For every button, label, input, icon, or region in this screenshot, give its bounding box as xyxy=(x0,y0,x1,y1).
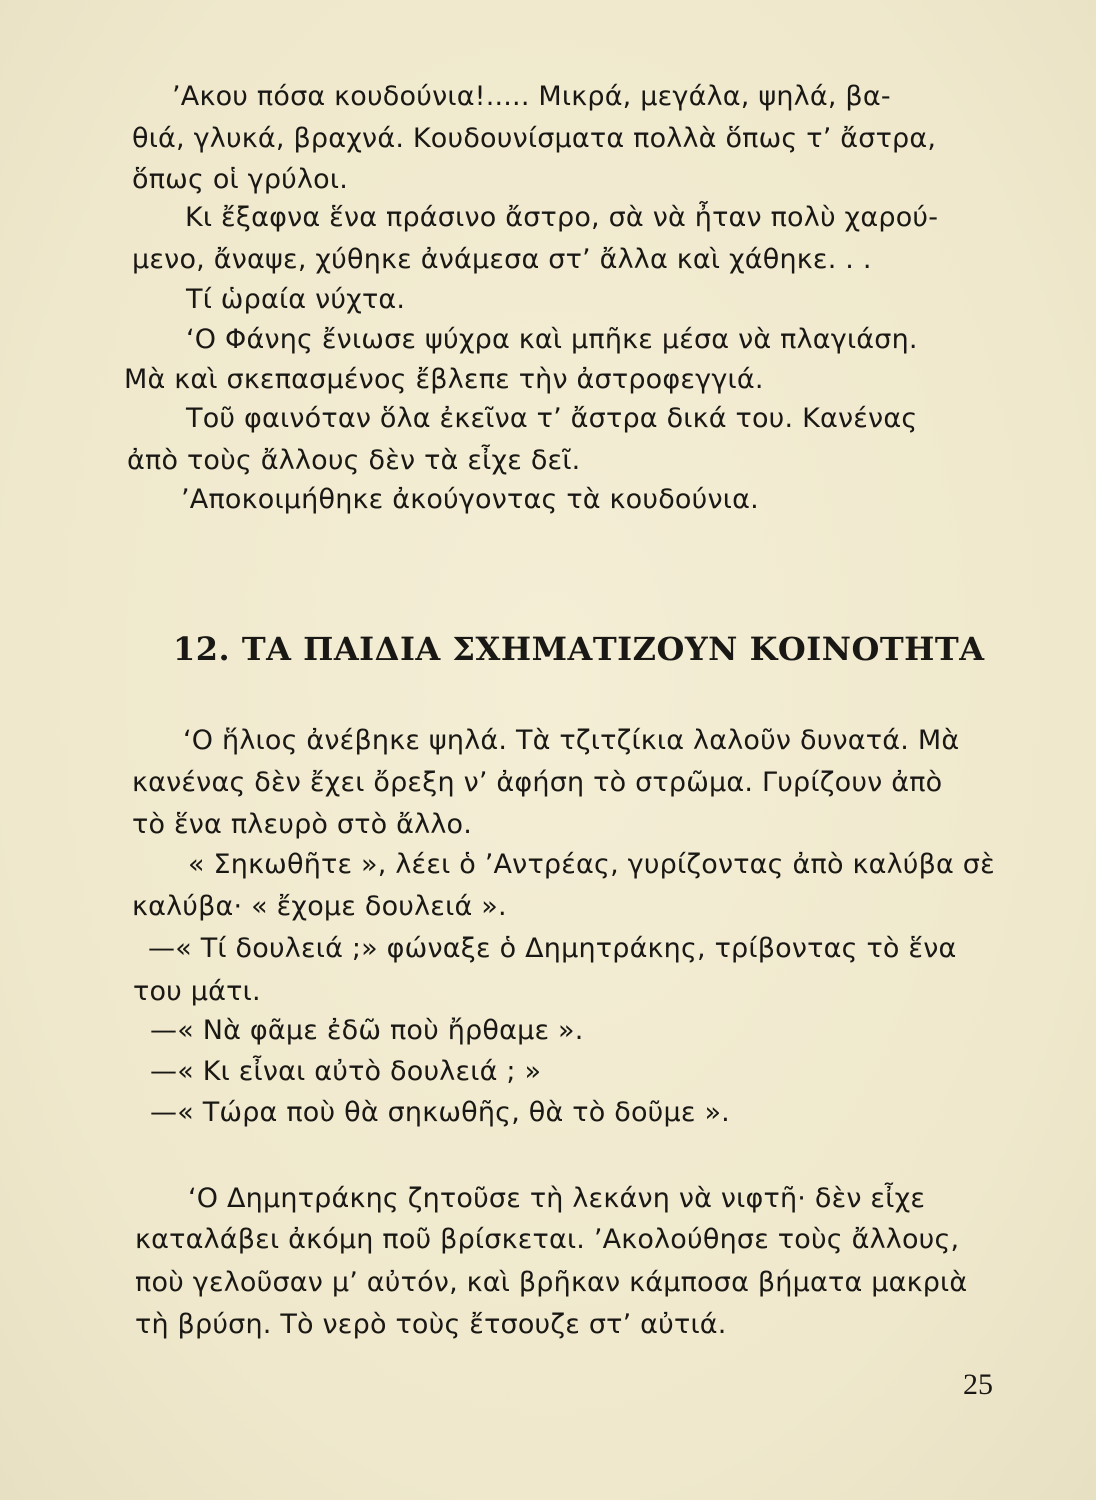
paragraph-line: ʻΟ Δημητράκης ζητοῦσε τὴ λεκάνη νὰ νιφτῆ· δὲν εἶχε xyxy=(188,1183,926,1214)
paragraph-line: « Σηκωθῆτε », λέει ὁ ʼΑντρέας, γυρίζοντας ἀπὸ καλύβα σὲ xyxy=(188,849,995,880)
paragraph-line: Μὰ καὶ σκεπασμένος ἔβλεπε τὴν ἀστροφεγγιά. xyxy=(124,364,764,395)
paragraph-line: καλύβα· « ἔχομε δουλειά ». xyxy=(132,891,507,922)
paragraph-line: —« Τώρα ποὺ θὰ σηκωθῆς, θὰ τὸ δοῦμε ». xyxy=(150,1097,730,1128)
paragraph-line: Κι ἔξαφνα ἕνα πράσινο ἄστρο, σὰ νὰ ἦταν πολὺ χαρού- xyxy=(185,202,939,233)
paragraph-line: —« Κι εἶναι αὐτὸ δουλειά ; » xyxy=(150,1056,542,1087)
paragraph-line: του μάτι. xyxy=(133,976,261,1007)
paragraph-line: Τί ὡραία νύχτα. xyxy=(186,284,406,315)
paragraph-line: τὸ ἕνα πλευρὸ στὸ ἄλλο. xyxy=(132,809,473,840)
paragraph-line: ὅπως οἱ γρύλοι. xyxy=(132,164,349,195)
paragraph-line: ποὺ γελοῦσαν μʼ αὐτόν, καὶ βρῆκαν κάμποσα βήματα μακριὰ xyxy=(135,1267,968,1298)
paragraph-line: —« Τί δουλειά ;» φώναξε ὁ Δημητράκης, τρίβοντας τὸ ἕνα xyxy=(148,933,957,964)
paragraph-line: Τοῦ φαινόταν ὅλα ἐκεῖνα τʼ ἄστρα δικά του. Κανένας xyxy=(186,403,918,434)
chapter-heading: 12. ΤΑ ΠΑΙΔΙΑ ΣΧΗΜΑΤΙΖΟΥΝ ΚΟΙΝΟΤΗΤΑ xyxy=(173,630,985,668)
page-number: 25 xyxy=(963,1368,993,1401)
paragraph-line: τὴ βρύση. Τὸ νερὸ τοὺς ἔτσουζε στʼ αὐτιά. xyxy=(135,1309,727,1340)
paragraph-line: ʼΑποκοιμήθηκε ἀκούγοντας τὰ κουδούνια. xyxy=(181,484,759,515)
paragraph-line: κανένας δὲν ἔχει ὄρεξη νʼ ἀφήση τὸ στρῶμα. Γυρίζουν ἀπὸ xyxy=(132,767,943,798)
paragraph-line: ʼΑκου πόσα κουδούνια!..... Μικρά, μεγάλα, ψηλά, βα- xyxy=(172,81,891,112)
paragraph-line: θιά, γλυκά, βραχνά. Κουδουνίσματα πολλὰ ὅπως τʼ ἄστρα, xyxy=(132,123,937,154)
paragraph-line: ʻΟ Φάνης ἔνιωσε ψύχρα καὶ μπῆκε μέσα νὰ πλαγιάση. xyxy=(186,324,918,355)
paragraph-line: ʻΟ ἥλιος ἀνέβηκε ψηλά. Τὰ τζιτζίκια λαλοῦν δυνατά. Μὰ xyxy=(183,725,960,756)
paragraph-line: —« Νὰ φᾶμε ἐδῶ ποὺ ἤρθαμε ». xyxy=(150,1015,584,1046)
paragraph-line: μενο, ἄναψε, χύθηκε ἀνάμεσα στʼ ἄλλα καὶ χάθηκε. . . xyxy=(132,244,872,275)
paragraph-line: καταλάβει ἀκόμη ποῦ βρίσκεται. ʼΑκολούθησε τοὺς ἄλλους, xyxy=(135,1224,960,1255)
paragraph-line: ἀπὸ τοὺς ἄλλους δὲν τὰ εἶχε δεῖ. xyxy=(127,445,581,476)
